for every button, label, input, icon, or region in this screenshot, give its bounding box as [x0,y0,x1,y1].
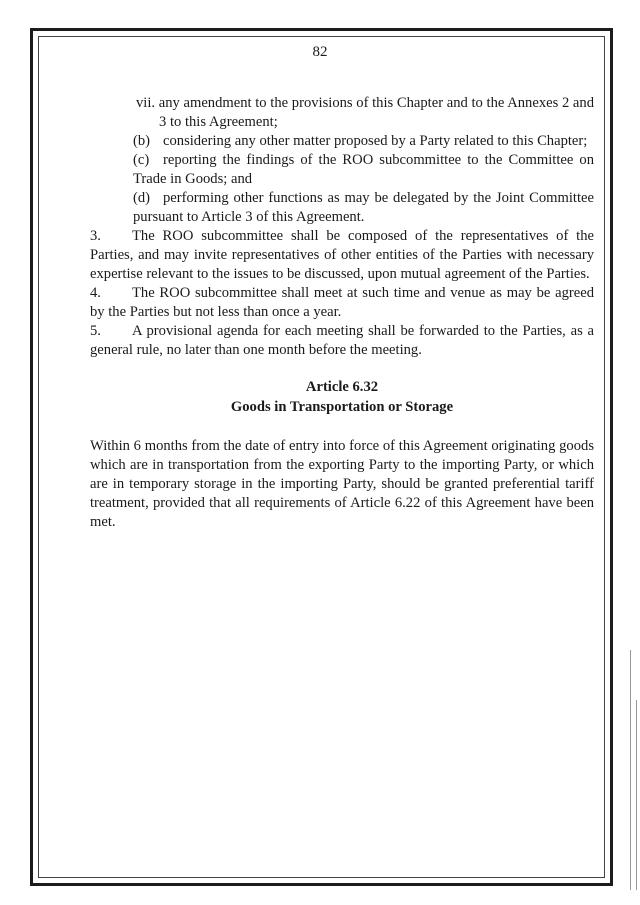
paragraph-text: A provisional agenda for each meeting shall be forwarded to the Parties, as a general rule, no later than one month before the meeting. [90,323,594,358]
paragraph-4 [90,284,594,322]
list-item-marker: (c) [133,152,150,168]
article-heading [90,377,594,417]
scan-edge-mark [630,650,631,890]
paragraph-text: The ROO subcommittee shall be composed of the representatives of the Parties, and may invite representatives of other entities of the Parties with necessary expertise relevant to the issues to be discussed, upon mutual agreement of the Parties. [90,228,594,282]
scan-edge-mark [636,700,637,890]
list-item-b [90,132,594,151]
list-item-marker: (b) [133,133,151,149]
list-item-text: any amendment to the provisions of this Chapter and to the Annexes 2 and 3 to this Agreement; [158,95,595,130]
list-item-c [90,151,594,189]
list-item-text: reporting the findings of the ROO subcommittee to the Committee on Trade in Goods; and [133,152,594,187]
article-title: Goods in Transportation or Storage [230,399,454,415]
paragraph-number: 4. [90,285,101,301]
list-item-marker: vii. [136,95,156,111]
list-item-d [90,189,594,227]
paragraph-number: 5. [90,323,101,339]
list-item-text: performing other functions as may be delegated by the Joint Committee pursuant to Article 3 of this Agreement. [133,190,594,225]
list-item-text: considering any other matter proposed by a Party related to this Chapter; [163,133,588,149]
list-item-vii [90,94,594,132]
article-number: Article 6.32 [305,379,379,395]
article-body: Within 6 months from the date of entry into force of this Agreement originating goods which are in transportation from the exporting Party to the importing Party, or which are in temporary storage in the importing Party, should be granted preferential tariff treatment, provided that all requirements of Article 6.22 of this Agreement have been met. [90,438,594,530]
paragraph-text: The ROO subcommittee shall meet at such time and venue as may be agreed by the Parties but not less than once a year. [90,285,594,320]
page-number: 82 [312,44,328,60]
paragraph-number: 3. [90,228,101,244]
paragraph-5 [90,322,594,360]
paragraph-3 [90,227,594,284]
list-item-marker: (d) [133,190,151,206]
document-body [90,94,594,532]
